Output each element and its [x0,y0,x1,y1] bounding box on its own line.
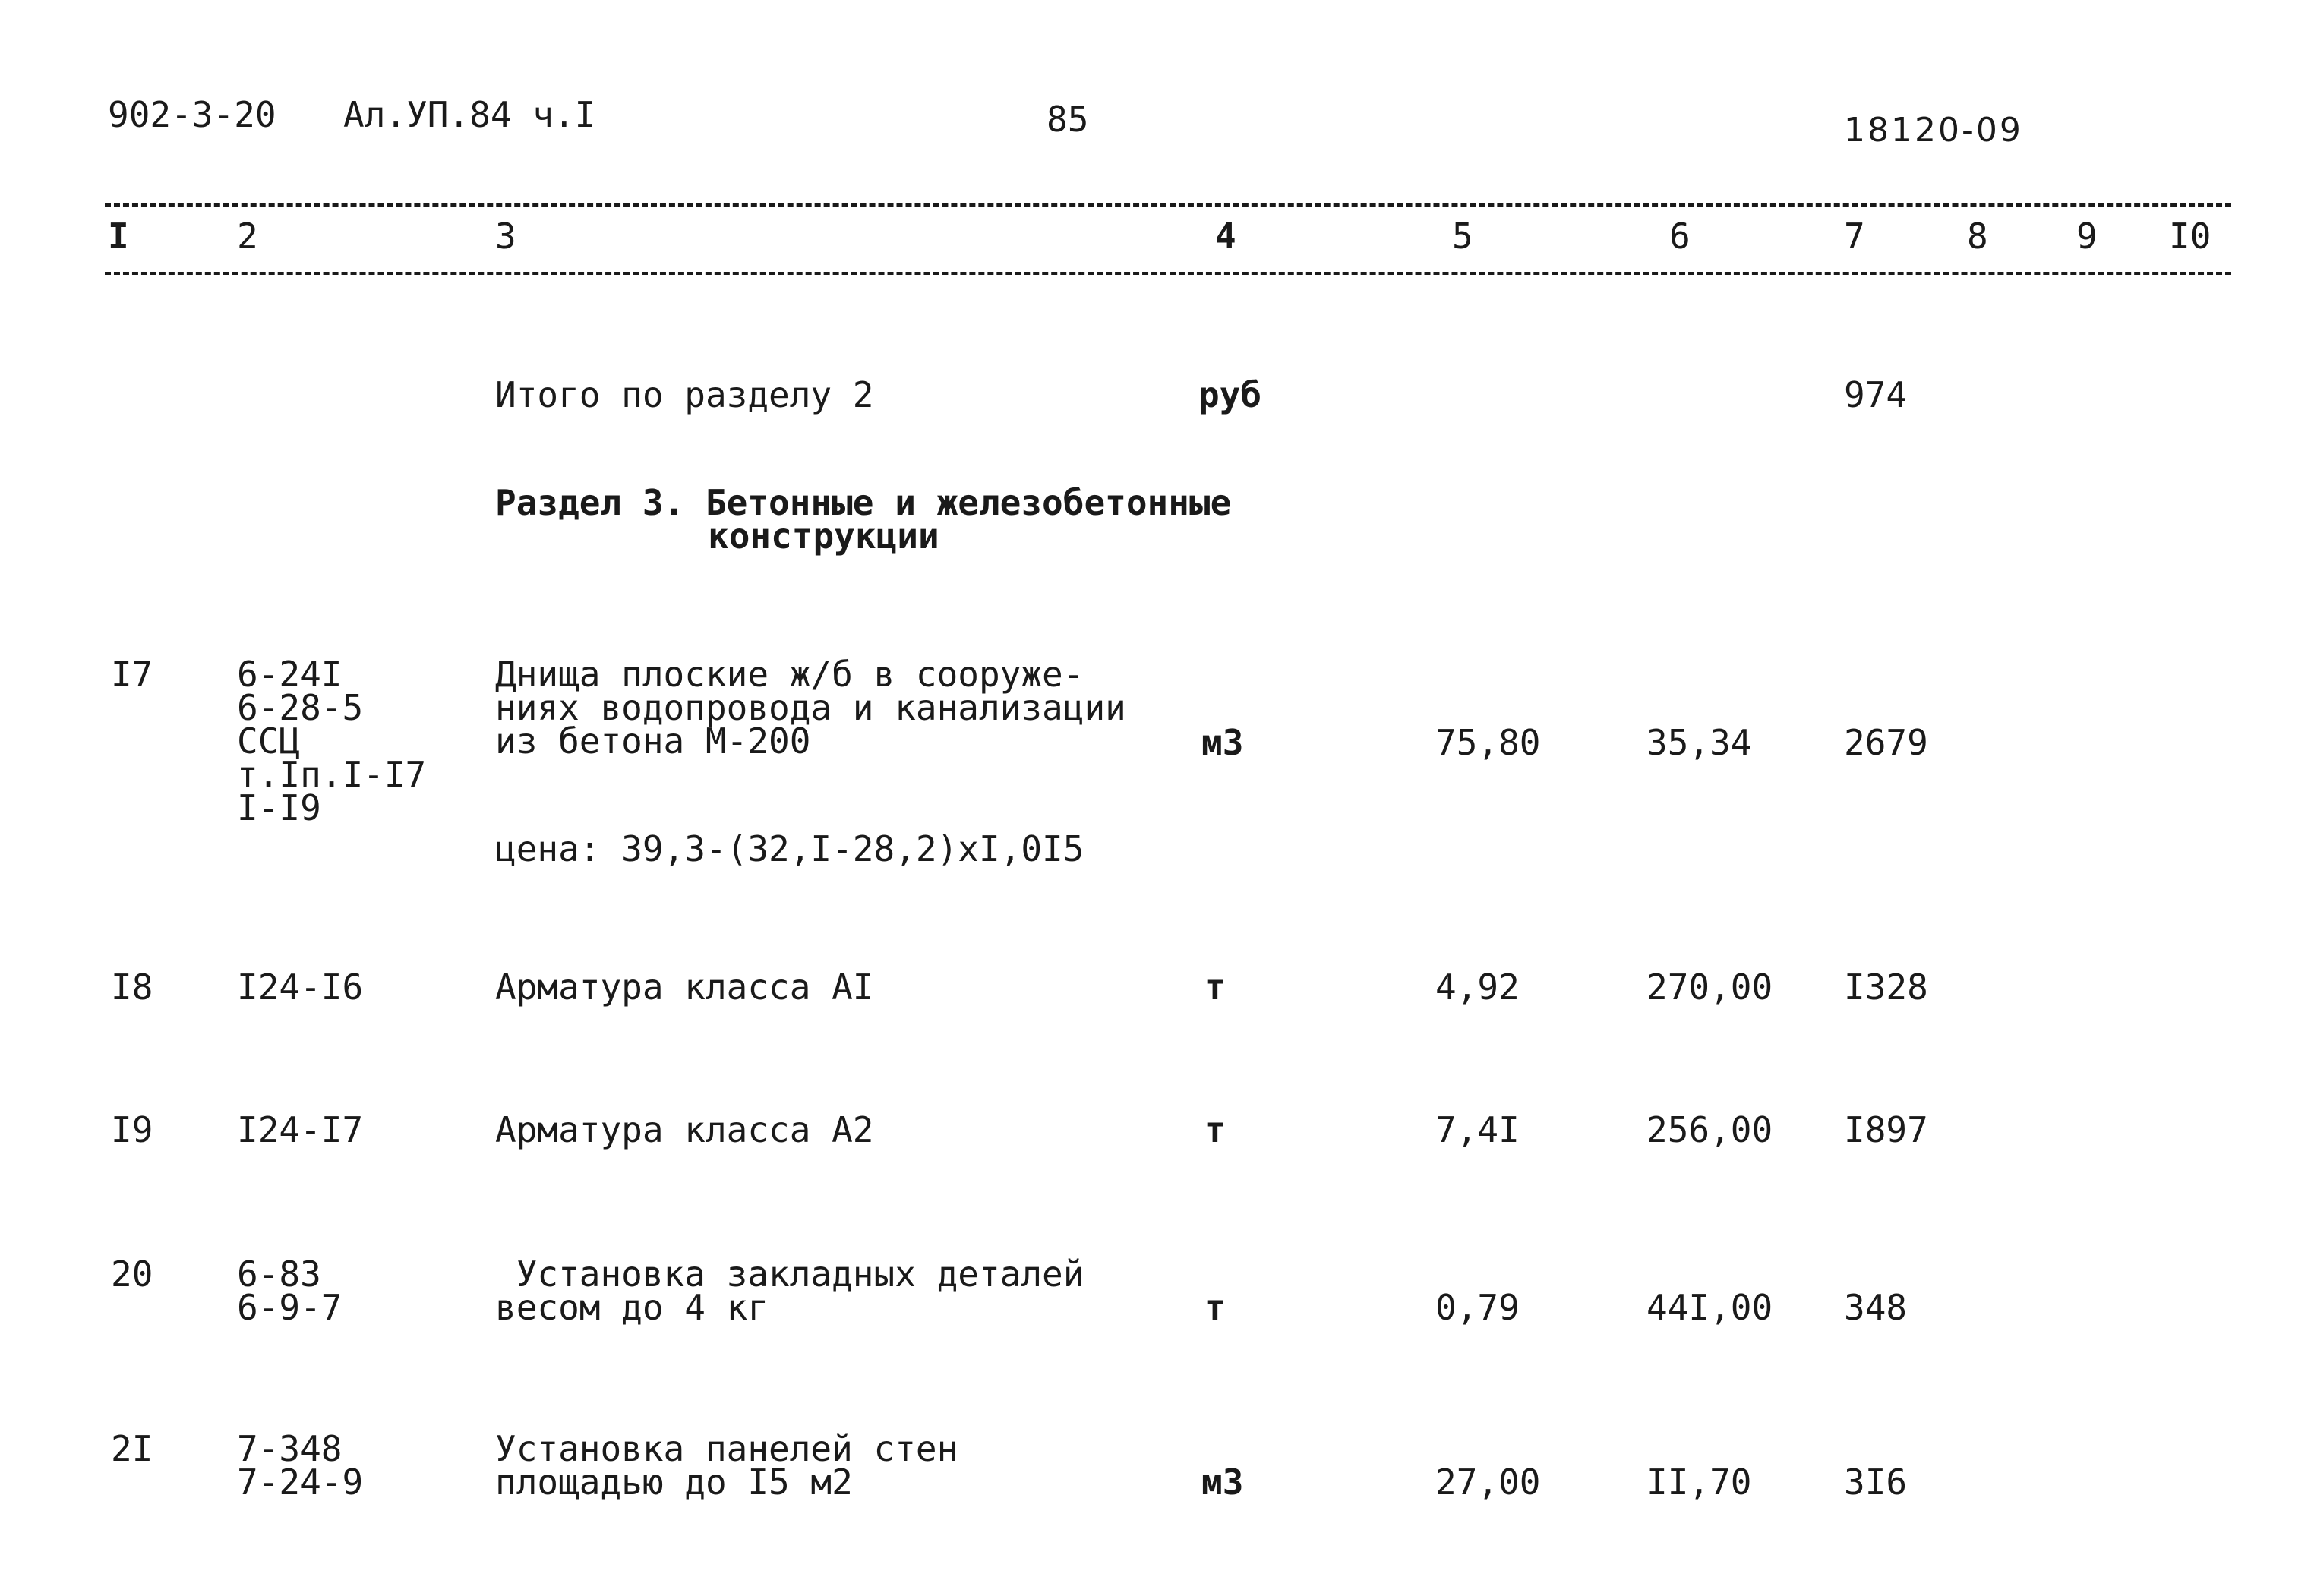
row-quantity: 75,80 [1435,722,1541,763]
col-8-header: 8 [1967,216,1988,257]
row-description: Установка закладных деталей [495,1254,1084,1295]
row-unit: т [1204,1287,1226,1328]
header-left-code: 902-3-20 [108,94,276,135]
row-unit-price: 44I,00 [1646,1287,1773,1328]
col-10-header: I0 [2169,216,2211,257]
row-description: ниях водопровода и канализации [495,687,1126,728]
row-quantity: 7,4I [1435,1109,1520,1150]
row-code: ССЦ [237,721,301,762]
row-quantity: 0,79 [1435,1287,1520,1328]
col-6-header: 6 [1669,216,1691,257]
row-code: I24-I6 [237,967,364,1008]
row-unit-price: 35,34 [1646,722,1752,763]
row-number: 2I [111,1428,153,1469]
col-9-header: 9 [2076,216,2098,257]
row-unit-price: 270,00 [1646,967,1773,1008]
col-5-header: 5 [1452,216,1473,257]
row-code: 6-9-7 [237,1287,343,1328]
row-code: 7-348 [237,1428,343,1469]
col-2-header: 2 [237,216,258,257]
row-code: 6-83 [237,1254,321,1295]
row-quantity: 27,00 [1435,1462,1541,1503]
col-3-header: 3 [495,216,516,257]
header-rule-top [105,203,2231,207]
col-1-header: I [108,216,129,257]
row-unit: м3 [1201,1462,1244,1503]
row-code: 7-24-9 [237,1462,364,1503]
page-number: 85 [1047,99,1089,140]
row-code: I24-I7 [237,1109,364,1150]
row-unit: т [1204,967,1226,1008]
row-cost: 3I6 [1844,1462,1908,1503]
row-number: I7 [111,654,153,695]
row-description: весом до 4 кг [495,1287,769,1328]
row-code: т.Iп.I-I7 [237,754,427,795]
row-code: I-I9 [237,787,321,828]
header-album: Ал.УП.84 ч.I [343,94,596,135]
row-unit: т [1204,1109,1226,1150]
totals-unit: руб [1198,374,1262,415]
section-title-line2: конструкции [708,516,939,557]
row-cost: I897 [1844,1109,1928,1150]
totals-amount: 974 [1844,374,1908,415]
doc-number: 18120-09 [1844,111,2023,150]
row-number: I9 [111,1109,153,1150]
col-4-header: 4 [1215,216,1236,257]
col-7-header: 7 [1844,216,1865,257]
row-quantity: 4,92 [1435,967,1520,1008]
row-code: 6-28-5 [237,687,364,728]
section-title-line1: Раздел 3. Бетонные и железобетонные [495,482,1232,523]
row-unit-price: 256,00 [1646,1109,1773,1150]
row-description: Арматура класса А2 [495,1109,874,1150]
row-price-note: цена: 39,3-(32,I-28,2)хI,0I5 [495,828,1084,869]
header-rule-bottom [105,272,2231,275]
row-description: Днища плоские ж/б в сооруже- [495,654,1084,695]
row-code: 6-24I [237,654,343,695]
row-description: Арматура класса АI [495,967,874,1008]
row-cost: I328 [1844,967,1928,1008]
row-unit: м3 [1201,722,1244,763]
row-unit-price: II,70 [1646,1462,1752,1503]
row-number: 20 [111,1254,153,1295]
row-description: Установка панелей стен [495,1428,958,1469]
row-description: из бетона М-200 [495,721,811,762]
totals-label: Итого по разделу 2 [495,374,874,415]
row-description: площадью до I5 м2 [495,1462,853,1503]
row-cost: 2679 [1844,722,1928,763]
row-number: I8 [111,967,153,1008]
row-cost: 348 [1844,1287,1908,1328]
